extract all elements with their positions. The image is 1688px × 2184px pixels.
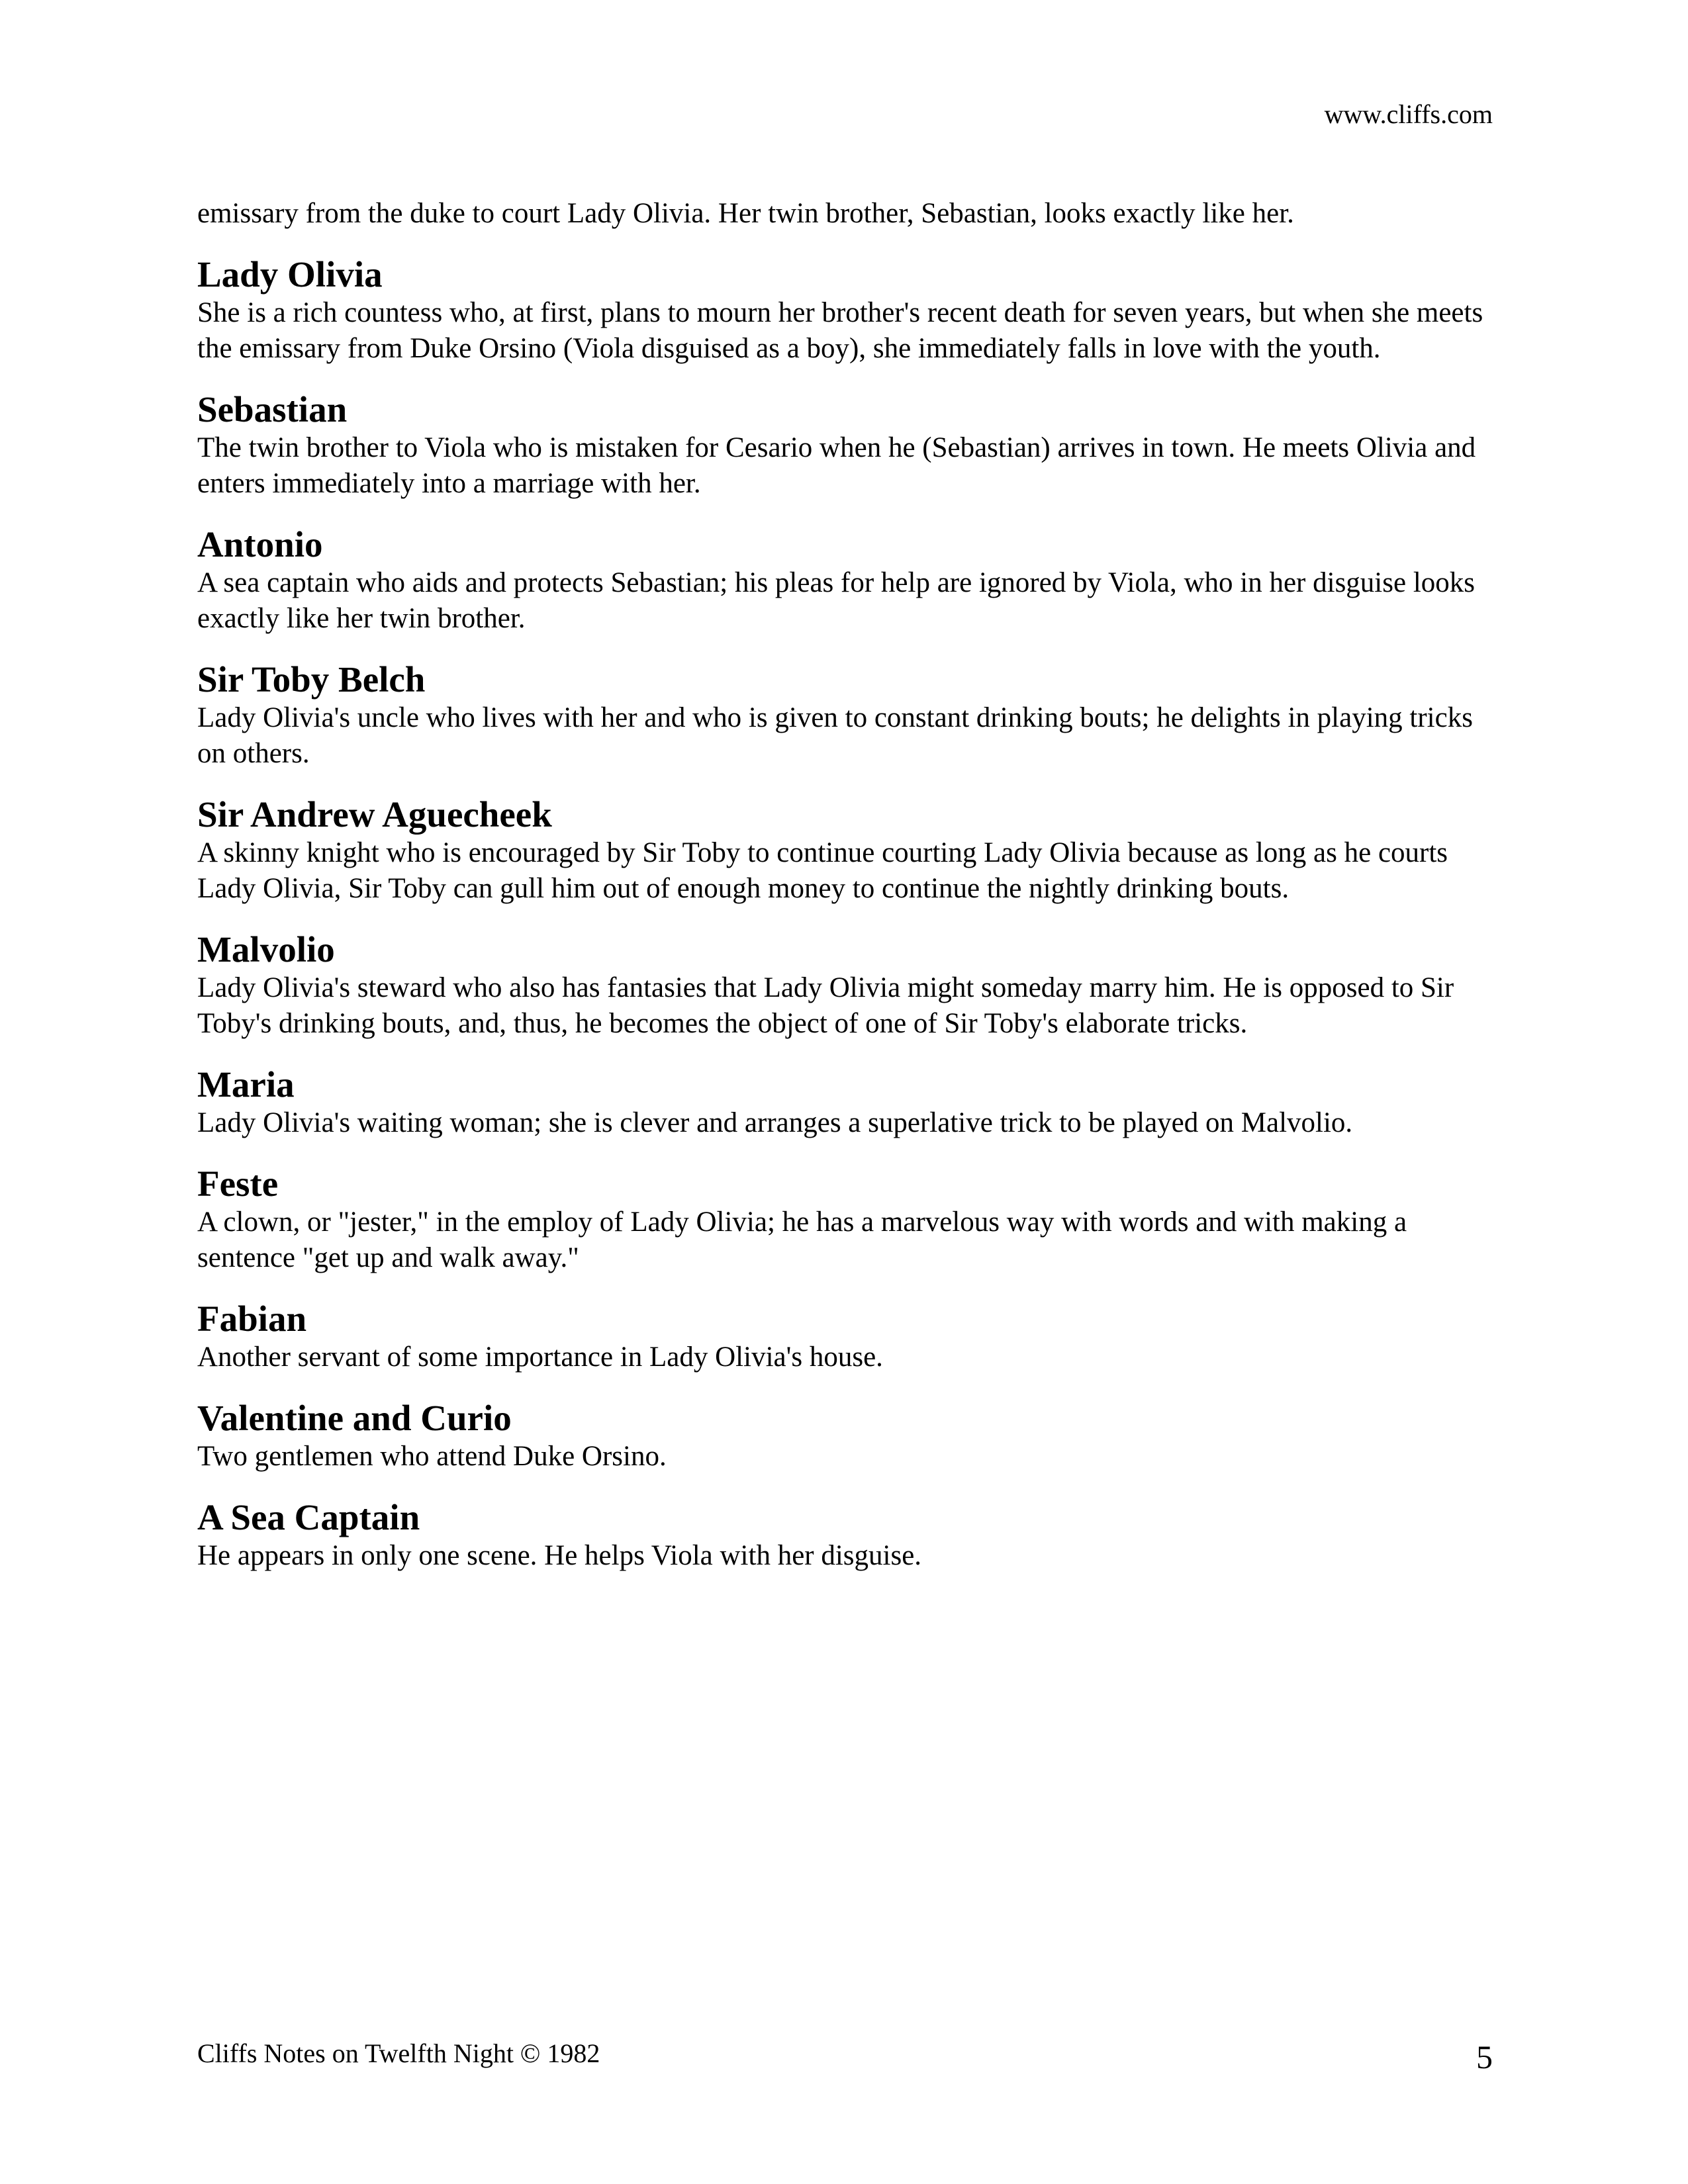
- character-description: A clown, or "jester," in the employ of Lady Olivia; he has a marvelous way with words and with making a sentence "get up and walk away.": [197, 1206, 1407, 1273]
- character-entry-sir-andrew-aguecheek: [197, 794, 1495, 907]
- character-name: Maria: [197, 1064, 295, 1105]
- character-name: Sir Andrew Aguecheek: [197, 794, 552, 835]
- character-entry-sebastian: [197, 389, 1495, 502]
- character-name: Feste: [197, 1163, 279, 1204]
- character-description: He appears in only one scene. He helps Viola with her disguise.: [197, 1540, 922, 1571]
- character-description: A sea captain who aids and protects Sebastian; his pleas for help are ignored by Viola, who in her disguise looks exactly like her twin brother.: [197, 567, 1476, 634]
- character-entry-a-sea-captain: [197, 1497, 1495, 1574]
- character-entry-fabian: [197, 1298, 1495, 1375]
- page-number: 5: [1476, 2038, 1493, 2075]
- character-description: The twin brother to Viola who is mistaken for Cesario when he (Sebastian) arrives in town. He meets Olivia and enters immediately into a marriage with her.: [197, 432, 1476, 499]
- intro-paragraph: emissary from the duke to court Lady Olivia. Her twin brother, Sebastian, looks exactly like her.: [197, 198, 1294, 229]
- character-description: Lady Olivia's steward who also has fantasies that Lady Olivia might someday marry him. He is opposed to Sir Toby's drinking bouts, and, thus, he becomes the object of one of Sir Toby's elaborate tricks.: [197, 972, 1454, 1039]
- character-entry-feste: [197, 1163, 1495, 1276]
- character-entry-valentine-and-curio: [197, 1398, 1495, 1475]
- character-name: Sebastian: [197, 389, 348, 430]
- character-name: Malvolio: [197, 929, 335, 970]
- character-entry-lady-olivia: [197, 254, 1495, 367]
- header-url: www.cliffs.com: [1324, 99, 1493, 129]
- character-name: Fabian: [197, 1298, 307, 1339]
- footer-source: Cliffs Notes on Twelfth Night © 1982: [197, 2038, 600, 2068]
- character-name: Sir Toby Belch: [197, 659, 426, 700]
- main-content: [197, 196, 1495, 1596]
- character-description: Two gentlemen who attend Duke Orsino.: [197, 1441, 667, 1472]
- character-name: A Sea Captain: [197, 1497, 420, 1537]
- character-entry-antonio: [197, 524, 1495, 637]
- character-entry-maria: [197, 1064, 1495, 1141]
- character-entry-sir-toby-belch: [197, 659, 1495, 772]
- character-entry-malvolio: [197, 929, 1495, 1042]
- character-name: Lady Olivia: [197, 254, 383, 295]
- character-name: Antonio: [197, 524, 323, 565]
- character-description: Lady Olivia's waiting woman; she is clever and arranges a superlative trick to be played on Malvolio.: [197, 1107, 1353, 1138]
- character-description: Another servant of some importance in Lady Olivia's house.: [197, 1342, 883, 1373]
- character-description: Lady Olivia's uncle who lives with her and who is given to constant drinking bouts; he delights in playing tricks on others.: [197, 702, 1473, 769]
- character-name: Valentine and Curio: [197, 1398, 512, 1438]
- character-description: She is a rich countess who, at first, plans to mourn her brother's recent death for seven years, but when she meets the emissary from Duke Orsino (Viola disguised as a boy), she immediately falls in love with the youth.: [197, 297, 1483, 364]
- character-description: A skinny knight who is encouraged by Sir Toby to continue courting Lady Olivia because as long as he courts Lady Olivia, Sir Toby can gull him out of enough money to continue the nightly drinking bouts.: [197, 837, 1448, 904]
